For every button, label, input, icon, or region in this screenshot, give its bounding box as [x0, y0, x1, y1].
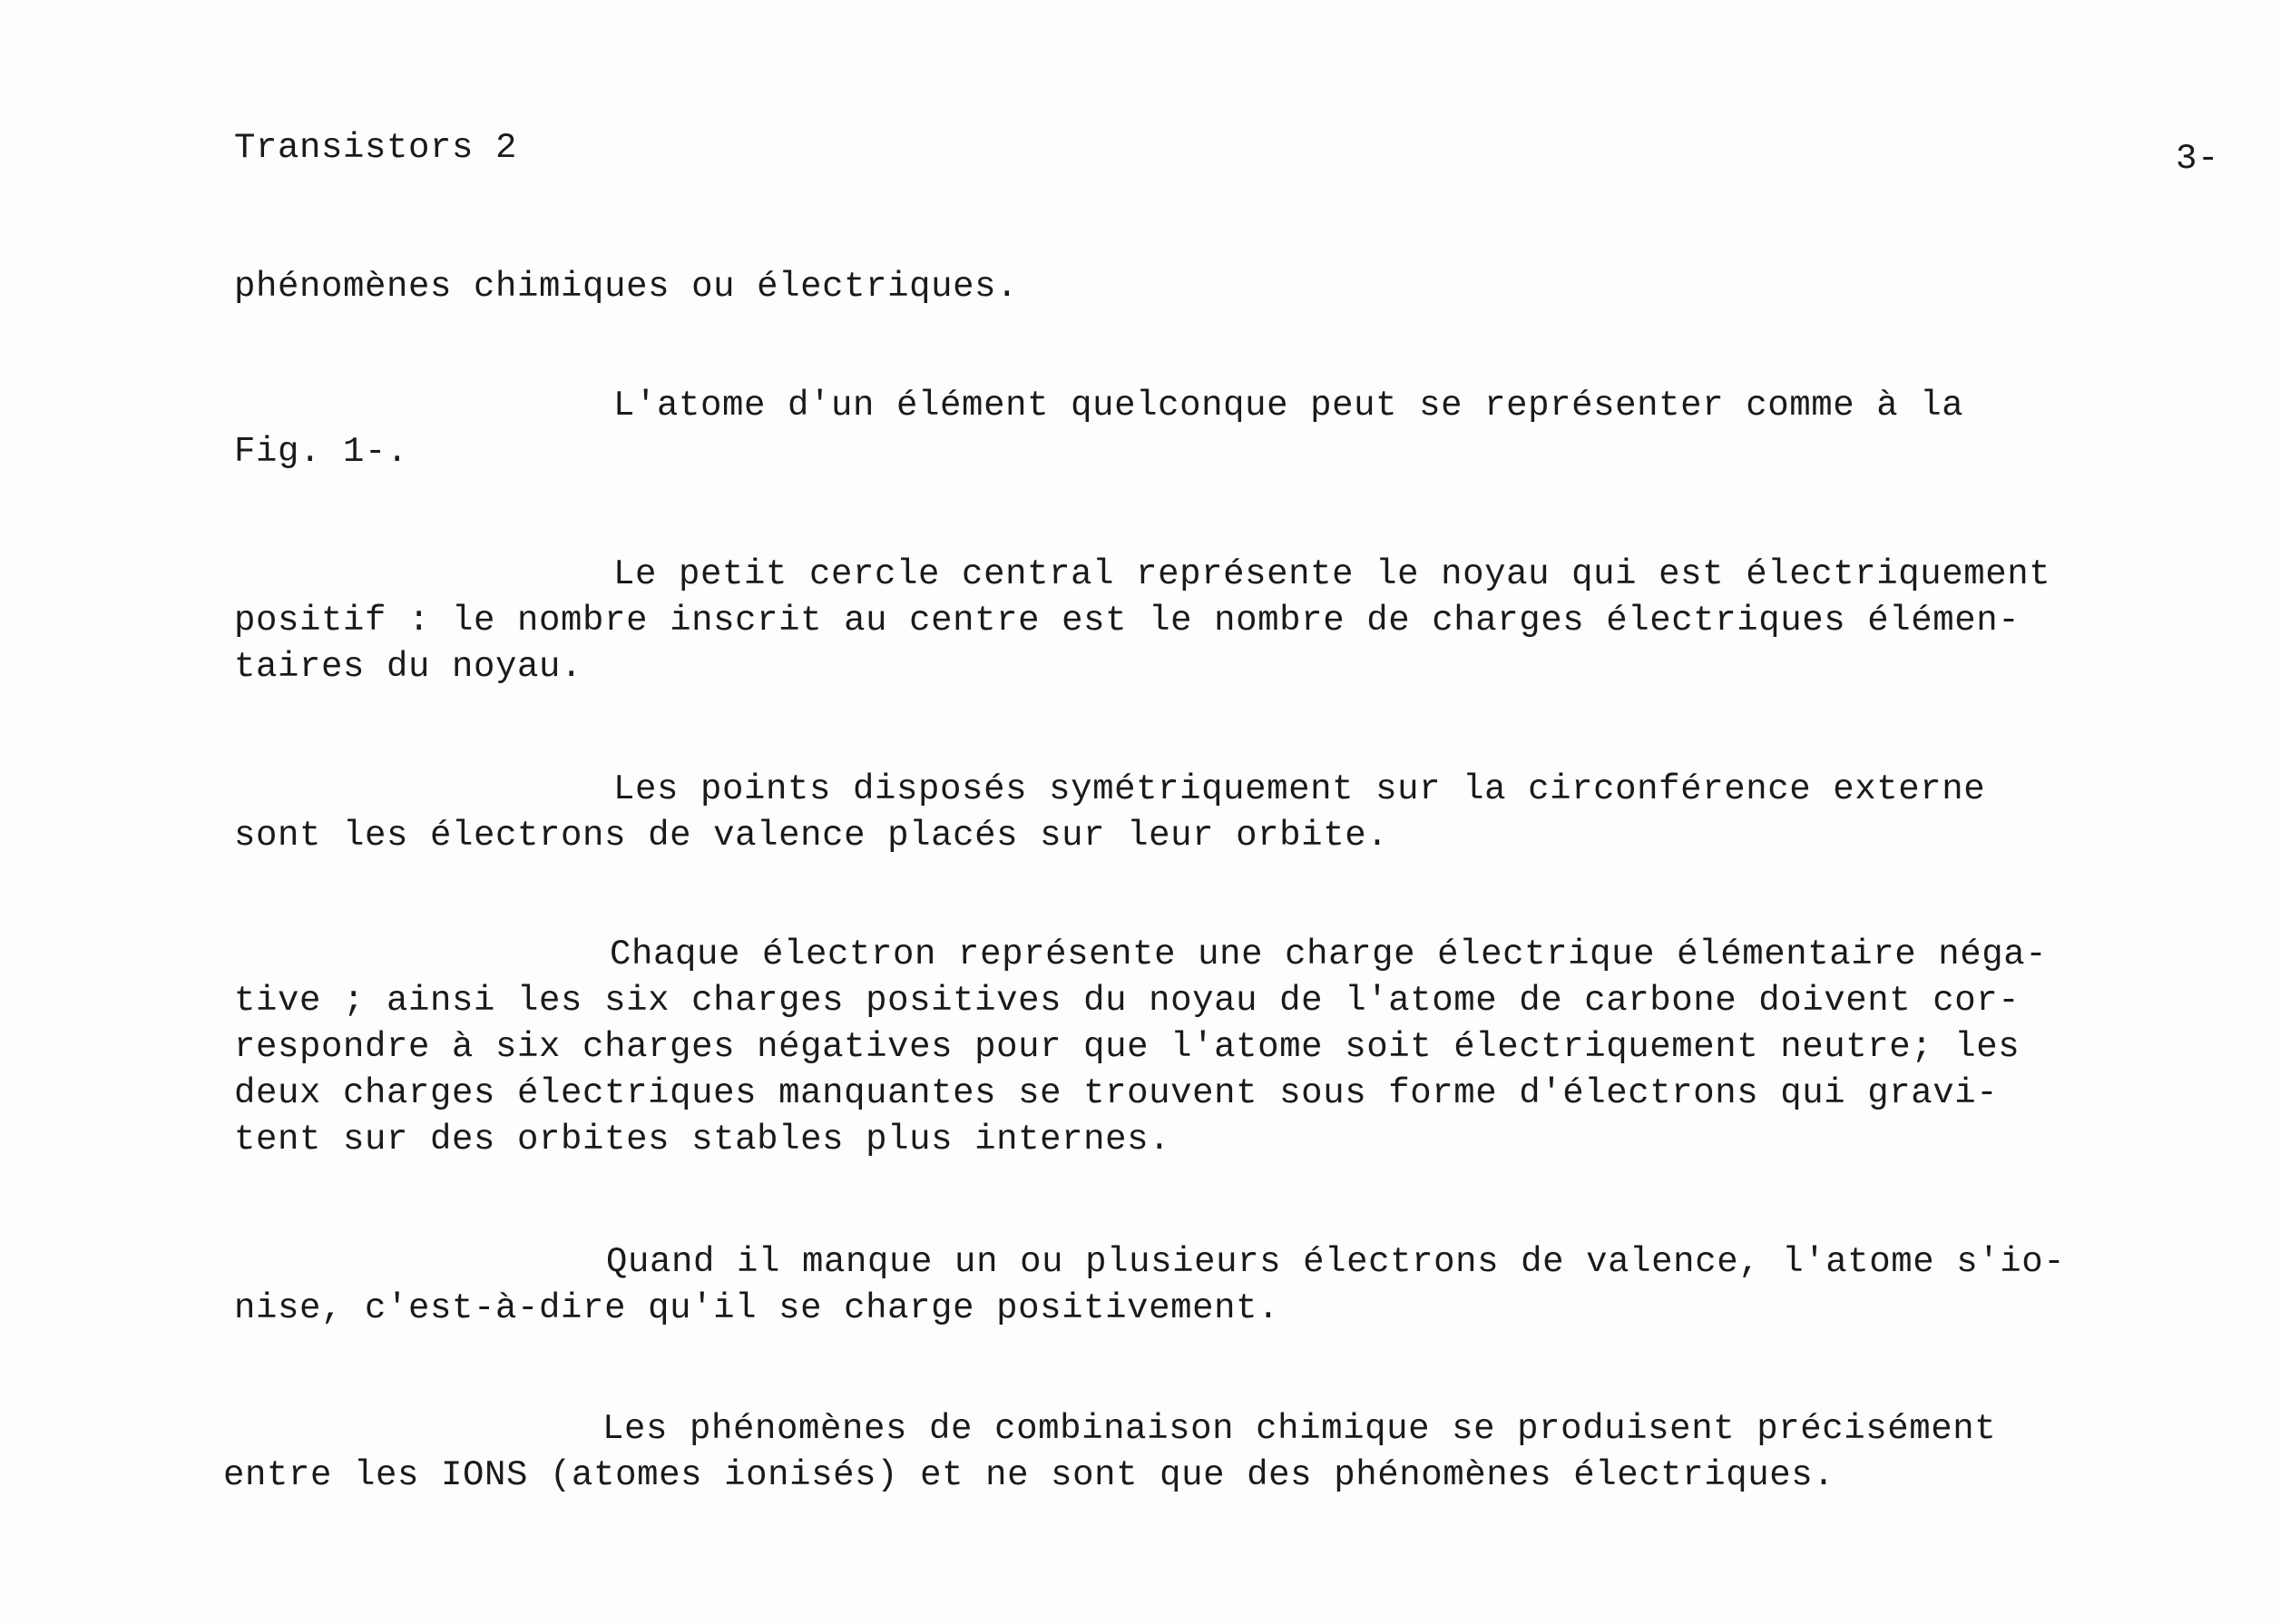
text-line: tive ; ainsi les six charges positives du noyau de l'atome de carbone doivent cor-: [234, 981, 2021, 1021]
text-line: respondre à six charges négatives pour que l'atome soit électriquement neutre; les: [234, 1027, 2021, 1067]
running-header-title: Transistors 2: [234, 128, 518, 168]
text-line: taires du noyau.: [234, 647, 583, 687]
text-line: positif : le nombre inscrit au centre est le nombre de charges électriques élémen-: [234, 601, 2021, 641]
text-line: nise, c'est-à-dire qu'il se charge positivement.: [234, 1288, 1280, 1328]
text-line: sont les électrons de valence placés sur leur orbite.: [234, 816, 1389, 856]
text-line: deux charges électriques manquantes se trouvent sous forme d'électrons qui gravi-: [234, 1073, 1999, 1113]
text-line: phénomènes chimiques ou électriques.: [234, 267, 1019, 307]
text-line: tent sur des orbites stables plus internes.: [234, 1120, 1171, 1159]
text-line: Quand il manque un ou plusieurs électrons de valence, l'atome s'io-: [606, 1242, 2066, 1282]
text-line: Fig. 1-.: [234, 432, 409, 472]
text-line: entre les IONS (atomes ionisés) et ne sont que des phénomènes électriques.: [223, 1455, 1835, 1495]
text-line: Le petit cercle central représente le noyau qui est électriquement: [613, 554, 2051, 594]
text-line: Chaque électron représente une charge électrique élémentaire néga-: [610, 934, 2048, 974]
text-line: Les points disposés symétriquement sur la circonférence externe: [613, 769, 1986, 809]
page-number: 3-: [2176, 139, 2220, 179]
text-line: Les phénomènes de combinaison chimique se produisent précisément: [602, 1409, 1997, 1449]
text-line: L'atome d'un élément quelconque peut se représenter comme à la: [613, 386, 1964, 426]
